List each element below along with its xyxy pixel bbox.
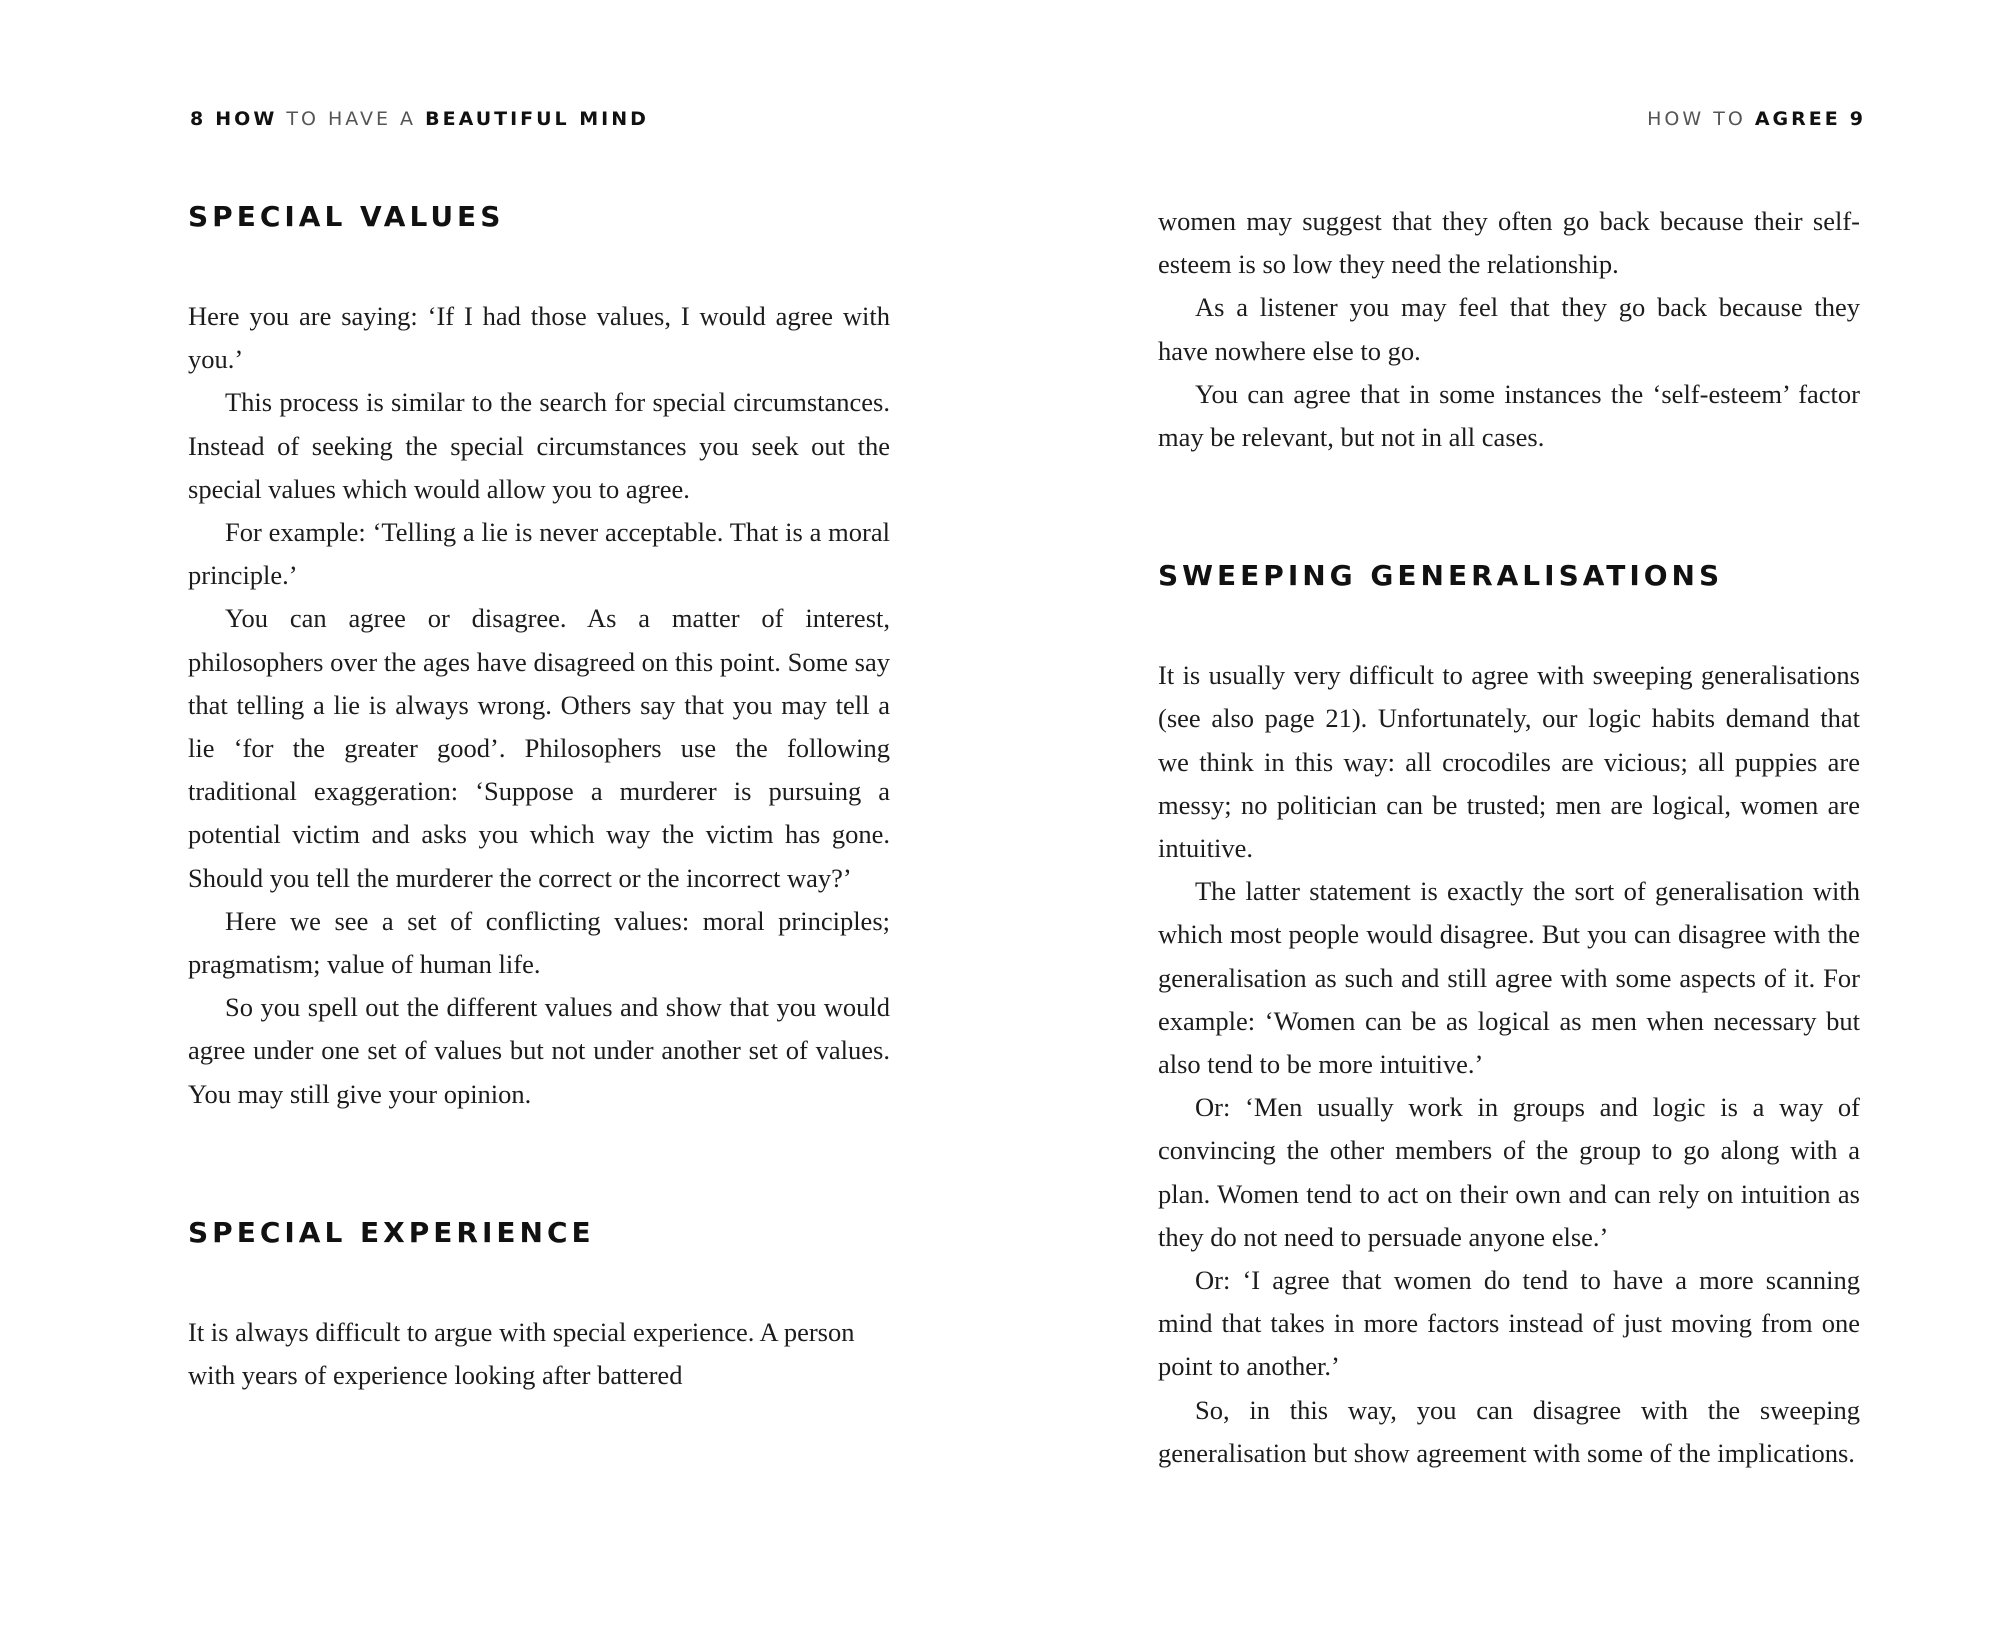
chapter-title-part-1: HOW TO xyxy=(1647,108,1746,130)
book-title-part-1: HOW xyxy=(215,108,278,130)
paragraph: women may suggest that they often go back because their self-esteem is so low they need the relationship. xyxy=(1158,206,1860,280)
paragraph: It is usually very difficult to agree with sweeping generalisations (see also page 21). Unfortunately, our logic habits demand that we think in this way: all crocodiles are vicious; all puppies are messy; no politician can be trusted; men are logical, women are intuitive. xyxy=(1158,660,1860,864)
paragraph: It is always difficult to argue with special experience. A person with years of experience looking after battered xyxy=(188,1316,855,1391)
chapter-title-part-2: AGREE xyxy=(1754,108,1841,130)
paragraph: The latter statement is exactly the sort of generalisation with which most people would disagree. But you can disagree with the generalisation as such and still agree with some aspects of it. For example: ‘Women can be as logical as men when necessary but also tend to be more intuitive.’ xyxy=(1158,876,1860,1080)
page-number-left: 8 xyxy=(190,108,207,130)
book-title-part-2: TO HAVE A xyxy=(286,108,417,130)
paragraph: So you spell out the different values and show that you would agree under one set of values but not under another set of values. You may still give your opinion. xyxy=(188,992,890,1109)
running-head-left xyxy=(190,108,649,130)
paragraph: Here you are saying: ‘If I had those values, I would agree with you.’ xyxy=(188,301,890,375)
section-heading-special-experience: SPECIAL EXPERIENCE xyxy=(188,1215,595,1249)
running-head-right xyxy=(1647,108,1866,130)
section-heading-special-values: SPECIAL VALUES xyxy=(188,200,505,233)
paragraph: Or: ‘I agree that women do tend to have a more scanning mind that takes in more factors instead of just moving from one point to another.’ xyxy=(1158,1265,1860,1382)
paragraph: Here we see a set of conflicting values: moral principles; pragmatism; value of human life. xyxy=(188,905,890,980)
paragraph: You can agree or disagree. As a matter of interest, philosophers over the ages have disagreed on this point. Some say that telling a lie is always wrong. Others say that you may tell a lie ‘for the greater good’. Philosophers use the following traditional exaggeration: ‘Suppose a murderer is pursuing a potential victim and asks you which way the victim has gone. Should you tell the murderer the correct or the incorrect way?’ xyxy=(188,603,890,893)
paragraph: Or: ‘Men usually work in groups and logic is a way of convincing the other members of the group to go along with a plan. Women tend to act on their own and can rely on intuition as they do not need to persuade anyone else.’ xyxy=(1158,1092,1860,1252)
right-page xyxy=(1000,0,2000,1635)
section-heading-sweeping-generalisations: SWEEPING GENERALISATIONS xyxy=(1158,559,1724,593)
page-number-right: 9 xyxy=(1849,108,1866,130)
paragraph: For example: ‘Telling a lie is never acceptable. That is a moral principle.’ xyxy=(188,517,890,591)
right-page-body xyxy=(1158,200,1860,1475)
paragraph: As a listener you may feel that they go back because they have nowhere else to go. xyxy=(1158,292,1860,366)
book-title-part-3: BEAUTIFUL MIND xyxy=(425,108,649,130)
left-page-body xyxy=(188,200,890,1397)
paragraph: This process is similar to the search for special circumstances. Instead of seeking the special circumstances you seek out the special values which would allow you to agree. xyxy=(188,387,890,504)
paragraph: So, in this way, you can disagree with the sweeping generalisation but show agreement with some of the implications. xyxy=(1158,1394,1860,1468)
paragraph: You can agree that in some instances the ‘self-esteem’ factor may be relevant, but not in all cases. xyxy=(1158,378,1860,453)
